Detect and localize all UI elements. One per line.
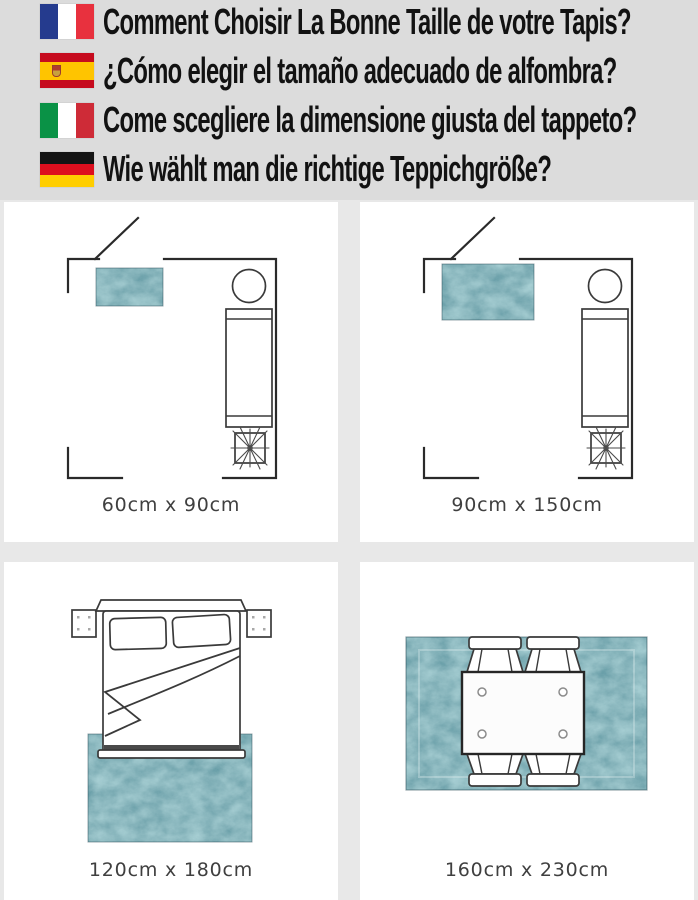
spain-flag-icon	[40, 53, 94, 88]
pillow-left	[110, 617, 167, 649]
italy-flag-icon	[40, 103, 94, 138]
wall-bottom-left	[68, 448, 122, 478]
panel-rug-160x230	[360, 562, 694, 900]
flag-stripe	[76, 4, 94, 39]
chair-top-left	[467, 637, 523, 672]
rug-size-label: 120cm x 180cm	[88, 859, 254, 881]
round-side-table	[233, 270, 266, 303]
door-swing-line	[95, 218, 138, 259]
chair-bottom-right	[525, 754, 581, 786]
flag-stripe	[58, 103, 76, 138]
flag-stripe	[40, 152, 94, 164]
chair-top-right	[525, 637, 581, 672]
headline-german: Wie wählt man die richtige Teppichgröße?	[103, 148, 552, 190]
footboard	[98, 750, 245, 758]
headline-french: Comment Choisir La Bonne Taille de votre Tapis?	[103, 0, 631, 42]
headline-spanish: ¿Cómo elegir el tamaño adecuado de alfombra?	[103, 49, 617, 91]
flag-stripe	[40, 103, 58, 138]
panel-rug-60x90	[4, 202, 338, 542]
germany-flag-icon	[40, 152, 94, 187]
wall-top-left	[68, 259, 99, 292]
entry-room-floorplan-medium-rug	[360, 202, 694, 489]
flag-stripe	[40, 62, 94, 80]
language-row-italian	[40, 99, 698, 141]
nightstand-right	[247, 610, 271, 637]
rug-size-label: 90cm x 150cm	[451, 494, 603, 516]
pillow-right	[172, 614, 231, 647]
language-row-german	[40, 148, 698, 190]
console-table	[226, 309, 272, 427]
wall-bottom-left	[424, 448, 478, 478]
france-flag-icon	[40, 4, 94, 39]
rug-size-label: 60cm x 90cm	[101, 494, 241, 516]
potted-plant	[231, 427, 269, 469]
console-table	[582, 309, 628, 427]
panel-rug-90x150	[360, 202, 694, 542]
flag-stripe	[76, 103, 94, 138]
language-row-spanish	[40, 49, 698, 91]
rug-90x150	[442, 264, 534, 320]
multilingual-title-header	[0, 0, 698, 200]
flag-stripe	[40, 4, 58, 39]
bedroom-floorplan	[4, 562, 338, 854]
dining-table	[462, 672, 584, 754]
flag-stripe	[40, 53, 94, 62]
potted-plant	[587, 427, 625, 469]
nightstand-left	[72, 610, 96, 637]
rug-60x90	[96, 268, 163, 306]
entry-room-floorplan-small-rug	[4, 202, 338, 489]
dining-room-floorplan	[360, 562, 694, 854]
door-swing-line	[451, 218, 494, 259]
rug-size-examples-grid	[0, 200, 698, 900]
rug-size-label: 160cm x 230cm	[444, 859, 610, 881]
round-side-table	[589, 270, 622, 303]
flag-stripe	[40, 80, 94, 89]
headline-italian: Come scegliere la dimensione giusta del tappeto?	[103, 99, 637, 141]
flag-stripe	[40, 175, 94, 187]
chair-bottom-left	[467, 754, 523, 786]
language-row-french	[40, 0, 698, 42]
spain-coat-of-arms-icon	[53, 66, 60, 76]
headboard	[96, 600, 246, 611]
flag-stripe	[40, 164, 94, 176]
panel-rug-120x180	[4, 562, 338, 900]
flag-stripe	[58, 4, 76, 39]
